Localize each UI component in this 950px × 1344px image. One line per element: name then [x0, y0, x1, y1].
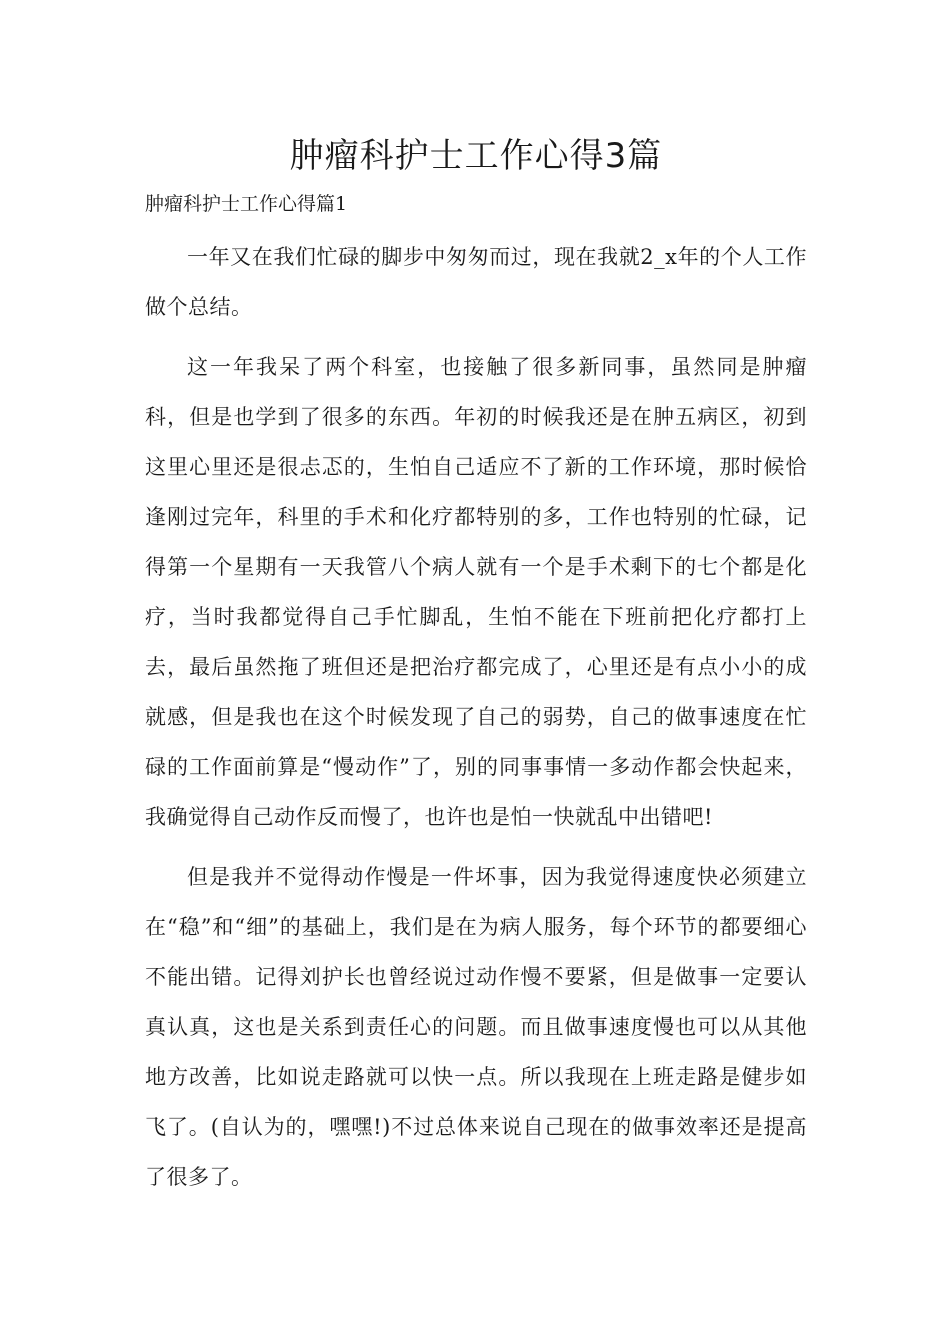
section-heading: 肿瘤科护士工作心得篇1: [145, 193, 348, 215]
paragraph-3: 但是我并不觉得动作慢是一件坏事，因为我觉得速度快必须建立在“稳”和“细”的基础上，我们是在为病人服务，每个环节的都要细心不能出错。记得刘护长也曾经说过动作慢不要紧，但是做事一定要认真认真，这也是关系到责任心的问题。而且做事速度慢也可以从其他地方改善，比如说走路就可以快一点。所以我现在上班走路是健步如飞了。(自认为的，嘿嘿!)不过总体来说自己现在的做事效率还是提高了很多了。: [145, 865, 807, 1189]
paragraph-2: 这一年我呆了两个科室，也接触了很多新同事，虽然同是肿瘤科，但是也学到了很多的东西。年初的时候我还是在肿五病区，初到这里心里还是很忐忑的，生怕自己适应不了新的工作环境，那时候恰逢刚过完年，科里的手术和化疗都特别的多，工作也特别的忙碌，记得第一个星期有一天我管八个病人就有一个是手术剩下的七个都是化疗，当时我都觉得自己手忙脚乱，生怕不能在下班前把化疗都打上去，最后虽然拖了班但还是把治疗都完成了，心里还是有点小小的成就感，但是我也在这个时候发现了自己的弱势，自己的做事速度在忙碌的工作面前算是“慢动作”了，别的同事事情一多动作都会快起来，我确觉得自己动作反而慢了，也许也是怕一快就乱中出错吧!: [145, 355, 807, 829]
document-title: 肿瘤科护士工作心得3篇: [289, 136, 663, 176]
paragraph-1: 一年又在我们忙碌的脚步中匆匆而过，现在我就2_x年的个人工作做个总结。: [145, 245, 807, 319]
document-page: [145, 0, 807, 1202]
